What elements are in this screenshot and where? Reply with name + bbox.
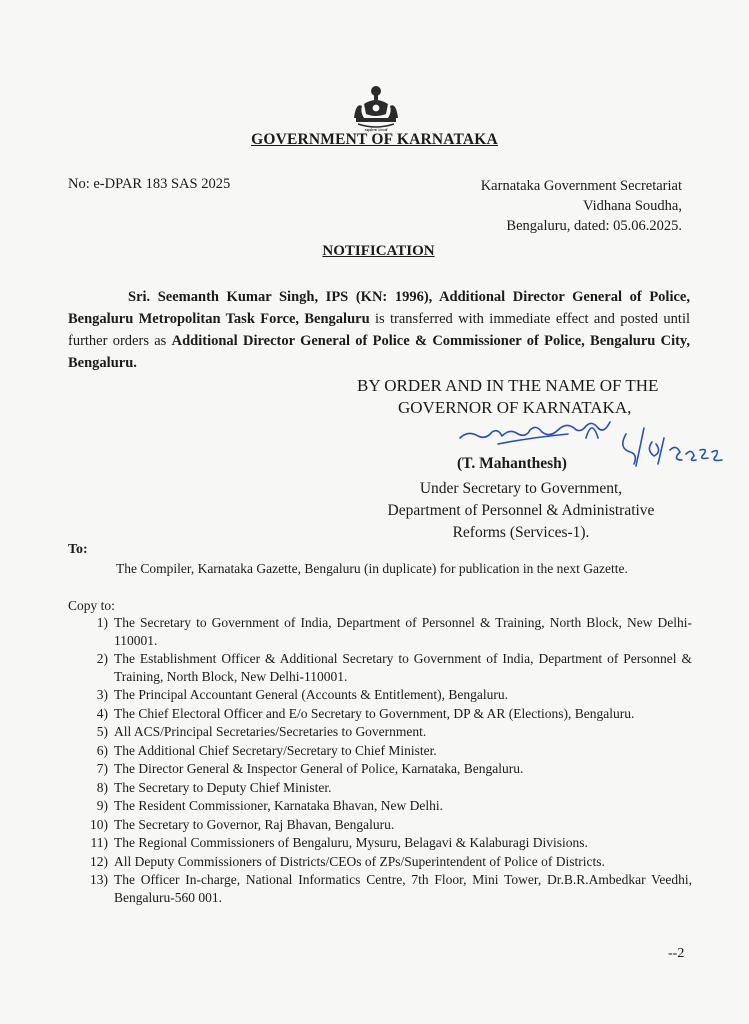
list-item [66, 650, 692, 685]
item-text: The Resident Commissioner, Karnataka Bhavan, New Delhi. [114, 798, 444, 813]
designation-line: Under Secretary to Government, [419, 480, 623, 497]
order-line-1: BY ORDER AND IN THE NAME OF THE [357, 376, 659, 395]
designation-line: Reforms (Services-1). [452, 524, 590, 541]
item-text: The Additional Chief Secretary/Secretary to Chief Minister. [114, 742, 437, 758]
list-item [66, 797, 692, 815]
item-number: 5) [96, 724, 108, 739]
item-number: 8) [96, 779, 108, 795]
item-text: The Secretary to Governor, Raj Bhavan, Bengaluru. [114, 816, 395, 832]
address-line: Karnataka Government Secretariat [480, 178, 682, 194]
copy-to-list [66, 614, 692, 907]
item-number: 13) [90, 872, 108, 887]
item-number: 3) [96, 687, 108, 702]
notification-body [68, 286, 690, 374]
item-text: The Officer In-charge, National Informatics Centre, 7th Floor, Mini Tower, Dr.B.R.Ambedkar Veedhi, Bengaluru-560 001. [114, 872, 692, 905]
item-number: 10) [90, 816, 108, 832]
notification-title: NOTIFICATION [322, 243, 435, 259]
item-text: The Establishment Officer & Additional Secretary to Government of India, Department of Personnel & Training, North Block, New Delhi-110001. [114, 651, 692, 684]
list-item [66, 816, 692, 834]
new-post: Additional Director General of Police & Commissioner of Police, Bengaluru City, Bengaluru. [68, 333, 691, 371]
list-item [66, 742, 692, 760]
list-item [66, 779, 692, 797]
government-heading: GOVERNMENT OF KARNATAKA [251, 131, 498, 148]
issuing-address [420, 176, 682, 236]
signer-name: (T. Mahanthesh) [457, 455, 567, 472]
item-text: All ACS/Principal Secretaries/Secretaries to Government. [114, 724, 427, 739]
item-text: The Principal Accountant General (Accounts & Entitlement), Bengaluru. [114, 687, 509, 702]
item-text: The Secretary to Deputy Chief Minister. [114, 779, 332, 795]
to-label: To: [68, 542, 88, 557]
transfer-text: is transferred with immediate effect and posted until further orders as [68, 311, 690, 349]
item-number: 11) [90, 835, 108, 850]
list-item [66, 705, 692, 723]
item-number: 9) [96, 798, 108, 813]
order-line-2: GOVERNOR OF KARNATAKA, [398, 398, 632, 417]
list-item [66, 686, 692, 704]
address-line: Vidhana Soudha, [582, 198, 682, 214]
item-number: 6) [96, 742, 108, 758]
item-text: The Regional Commissioners of Bengaluru, Mysuru, Belagavi & Kalaburagi Divisions. [114, 835, 588, 850]
officer-name: Sri. Seemanth Kumar Singh, IPS (KN: 1996), Additional Director General of Police, Bengaluru Metropolitan Task Force, Bengaluru [68, 289, 690, 327]
list-item [66, 614, 692, 649]
list-item [66, 760, 692, 778]
to-recipient: The Compiler, Karnataka Gazette, Bengaluru (in duplicate) for publication in the next Gazette. [116, 561, 628, 576]
item-number: 7) [96, 761, 108, 776]
item-number: 4) [96, 705, 108, 721]
item-number: 2) [96, 651, 108, 666]
list-item [66, 834, 692, 852]
page-continuation-marker: --2 [668, 946, 685, 961]
item-text: The Director General & Inspector General of Police, Karnataka, Bengaluru. [114, 761, 524, 776]
item-number: 12) [90, 853, 108, 869]
list-item [66, 871, 692, 906]
reference-number: No: e-DPAR 183 SAS 2025 [68, 176, 231, 192]
item-text: The Secretary to Government of India, Department of Personnel & Training, North Block, New Delhi-110001. [114, 615, 692, 648]
address-line: Bengaluru, dated: 05.06.2025. [506, 218, 682, 234]
item-number: 1) [96, 615, 108, 630]
signer-designation [356, 478, 686, 544]
item-text: All Deputy Commissioners of Districts/CEOs of ZPs/Superintendent of Police of Districts. [114, 853, 605, 869]
designation-line: Department of Personnel & Administrative [387, 502, 655, 519]
item-text: The Chief Electoral Officer and E/o Secretary to Government, DP & AR (Elections), Bengaluru. [114, 705, 635, 721]
state-emblem-icon [346, 84, 406, 132]
copy-to-label: Copy to: [68, 598, 115, 613]
svg-text:ಸತ್ಯಮೇವ ಜಯತೆ: ಸತ್ಯಮೇವ ಜಯತೆ [364, 127, 388, 132]
list-item [66, 723, 692, 741]
list-item [66, 853, 692, 871]
